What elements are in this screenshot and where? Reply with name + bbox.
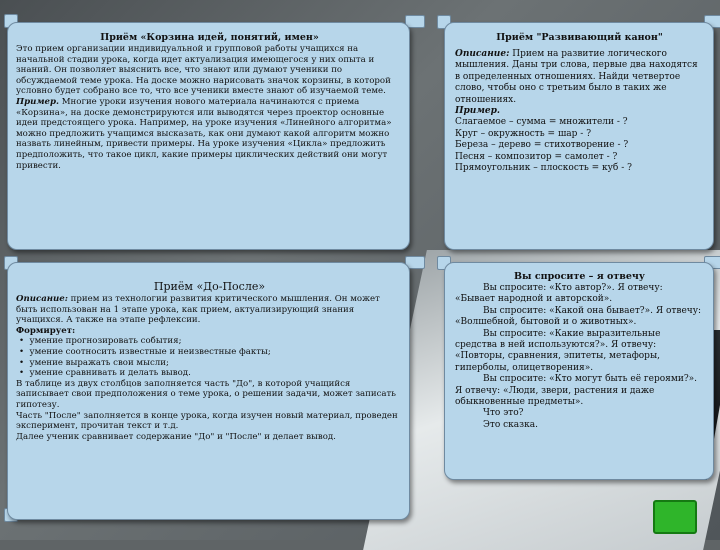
card-before-after (7, 262, 410, 520)
card-title: Приём «До-После» (153, 280, 266, 293)
card-title: Вы спросите – я отвечу (514, 271, 645, 282)
card-description: Описание: прием из технологии развития критического мышления. Он может быть использован на 1 этапе урока, как прием, актуализирующий знания учащихся. А также на этапе рефлексии. (16, 294, 380, 326)
list-item: • умение выражать свои мысли; (19, 357, 169, 368)
list-item: Прямоугольник – плоскость = куб - ? (455, 163, 632, 174)
list-item: • умение прогнозировать события; (19, 336, 182, 347)
list-item: Береза – дерево = стихотворение - ? (455, 140, 629, 151)
list-item: Слагаемое – сумма = множители - ? (455, 117, 628, 128)
card-title: Приём «Корзина идей, понятий, имен» (100, 32, 319, 43)
card-text: Далее ученик сравнивает содержание "До" и "После" и делает вывод. (16, 431, 336, 442)
card-text: Вы спросите: «Какие выразительные средства в ней используются?». Я отвечу: «Повторы, сравнения, эпитеты, метафоры, гиперболы, олицетворения». (455, 328, 661, 373)
card-description: Описание: Прием на развитие логического мышления. Даны три слова, первые два находятся в определенных отношениях. Найди четвертое слово, чтобы оно с третьим было в таких же отношениях. (455, 49, 698, 105)
list-item: Круг – окружность = шар - ? (455, 128, 592, 139)
green-square-decoration (653, 500, 697, 534)
card-example-label: Пример. (455, 106, 501, 117)
card-developing-canon (444, 22, 714, 250)
card-text: Вы спросите: «Кто могут быть её героями?». Я отвечу: «Люди, звери, растения и даже обыкновенные предметы». (455, 374, 698, 408)
card-text: Это сказка. (483, 419, 538, 430)
card-text: В таблице из двух столбцов заполняется часть "До", в которой учащийся записывает свои предположения о теме урока, о решении задачи, может записать гипотезу. (16, 378, 396, 410)
card-text: Это прием организации индивидуальной и групповой работы учащихся на начальной стадии урока, когда идет актуализация имеющегося у них опыта и знаний. Он позволяет выяснить все, что знают или думают ученики по обсуждаемой теме урока. На доске можно нарисовать значок корзины, в которой условно будет собрано все то, что все ученики вместе знают об изучаемой теме. (16, 44, 391, 97)
card-you-ask-i-answer (444, 262, 714, 480)
card-text: Что это? (483, 408, 524, 419)
card-text: Вы спросите: «Кто автор?». Я отвечу: «Бывает народной и авторской». (455, 283, 663, 305)
list-item: Песня – композитор = самолет - ? (455, 151, 618, 162)
list-item: • умение сравнивать и делать вывод. (19, 368, 191, 379)
card-text: Вы спросите: «Какой она бывает?». Я отвечу: «Волшебной, бытовой и о животных». (455, 305, 702, 328)
list-item: • умение соотносить известные и неизвестные факты; (19, 346, 271, 357)
card-text: Часть "После" заполняется в конце урока, когда изучен новый материал, проведен эксперимент, прочитан текст и т.д. (16, 410, 398, 432)
card-title: Приём "Развивающий канон" (496, 32, 663, 43)
card-forms-label: Формирует: (16, 325, 76, 336)
card-idea-basket (7, 22, 410, 250)
card-example: Пример. Многие уроки изучения нового материала начинаются с приема «Корзина», на доске демонстрируются или выводятся через проектор основные идеи предстоящего урока. Например, на уроке изучения «Линейного алгоритма» можно предложить учащимся высказать, как они думают какой алгоритм можно назвать линейным, привести примеры. На уроке изучения «Цикла» предложить предположить, что такое цикл, какие примеры циклических действий они могут привести. (16, 96, 392, 171)
